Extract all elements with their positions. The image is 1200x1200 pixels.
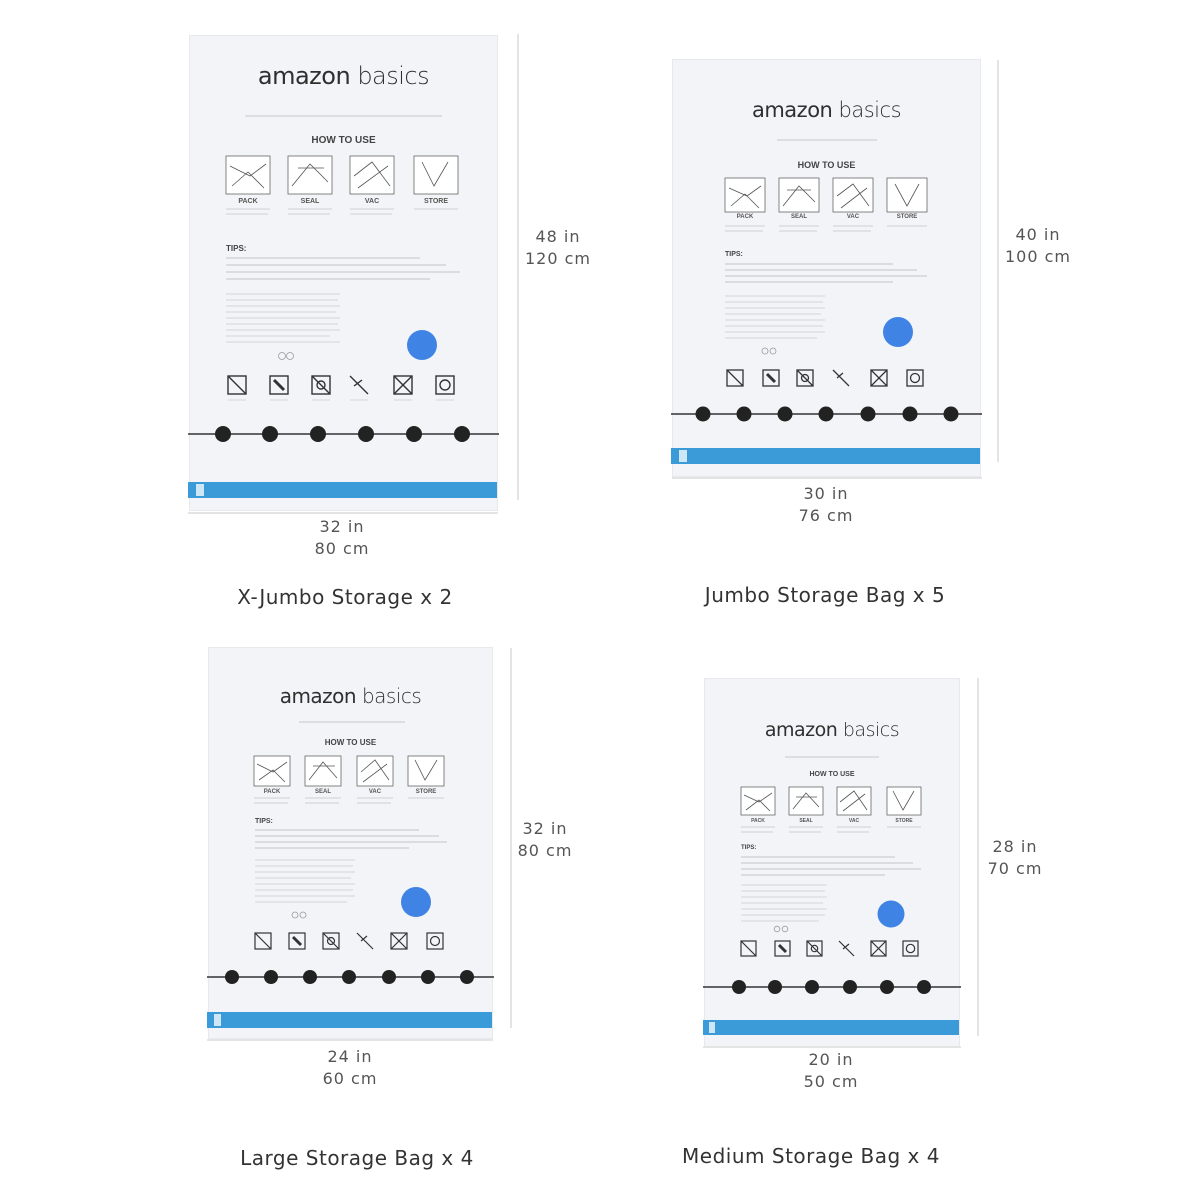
how-to-use-heading: HOW TO USE bbox=[809, 771, 855, 778]
brand-part1: amazon bbox=[751, 98, 833, 122]
care-symbol-icon bbox=[228, 376, 454, 394]
width-cm: 60 cm bbox=[322, 1069, 378, 1088]
bag-print-art bbox=[209, 648, 492, 1038]
valve-icon bbox=[878, 901, 905, 928]
height-in: 40 in bbox=[1015, 225, 1061, 244]
valve-icon bbox=[883, 317, 913, 347]
step-label-pack: PACK bbox=[238, 198, 258, 205]
bag-medium bbox=[705, 679, 959, 1046]
step-label-store: STORE bbox=[895, 818, 913, 824]
width-cm: 76 cm bbox=[798, 506, 854, 525]
width-in: 32 in bbox=[319, 517, 365, 536]
width-line bbox=[703, 1046, 961, 1048]
height-in: 48 in bbox=[535, 227, 581, 246]
brand-part2: basics bbox=[838, 98, 902, 122]
brand-part1: amazon bbox=[764, 719, 838, 741]
step-label-seal: SEAL bbox=[314, 789, 331, 795]
bag-caption: X-Jumbo Storage x 2 bbox=[237, 585, 453, 609]
width-label bbox=[282, 516, 402, 560]
width-in: 20 in bbox=[808, 1050, 854, 1069]
width-in: 24 in bbox=[327, 1047, 373, 1066]
step-label-vac: VAC bbox=[848, 818, 860, 824]
height-cm: 80 cm bbox=[517, 841, 573, 860]
height-cm: 70 cm bbox=[987, 859, 1043, 878]
brand-part1: amazon bbox=[279, 684, 357, 708]
tips-heading: TIPS: bbox=[725, 251, 743, 258]
bag-illustration-icon bbox=[741, 787, 921, 815]
height-in: 32 in bbox=[522, 819, 568, 838]
valve-icon bbox=[407, 330, 437, 360]
valve-icon bbox=[401, 887, 431, 917]
height-label bbox=[998, 224, 1078, 268]
bag-large bbox=[209, 648, 492, 1038]
step-label-seal: SEAL bbox=[300, 198, 320, 205]
step-label-pack: PACK bbox=[736, 214, 754, 220]
height-label bbox=[518, 226, 598, 270]
bag-caption: Large Storage Bag x 4 bbox=[240, 1146, 474, 1170]
care-symbol-icon bbox=[255, 933, 443, 949]
bag-print-art bbox=[705, 679, 959, 1046]
step-label-vac: VAC bbox=[846, 214, 860, 220]
step-label-vac: VAC bbox=[364, 198, 380, 205]
brand-part1: amazon bbox=[257, 62, 351, 90]
width-line bbox=[672, 477, 982, 479]
brand-part2: basics bbox=[357, 62, 430, 90]
width-cm: 80 cm bbox=[314, 539, 370, 558]
width-cm: 50 cm bbox=[803, 1072, 859, 1091]
height-label bbox=[507, 818, 583, 862]
care-symbol-icon bbox=[741, 941, 918, 956]
step-label-seal: SEAL bbox=[799, 818, 813, 824]
brand-part2: basics bbox=[361, 684, 422, 708]
care-symbol-icon bbox=[727, 370, 923, 386]
step-label-pack: PACK bbox=[263, 789, 281, 795]
bag-jumbo bbox=[673, 60, 980, 476]
bag-print-art bbox=[673, 60, 980, 476]
tips-heading: TIPS: bbox=[741, 845, 757, 851]
step-label-seal: SEAL bbox=[790, 214, 807, 220]
width-label bbox=[771, 1049, 891, 1093]
bag-illustration-icon bbox=[254, 756, 444, 786]
zipper-icon bbox=[671, 407, 982, 422]
tips-heading: TIPS: bbox=[255, 818, 273, 825]
width-line bbox=[188, 512, 498, 514]
tips-heading: TIPS: bbox=[226, 244, 247, 253]
bag-caption: Jumbo Storage Bag x 5 bbox=[704, 583, 946, 607]
bag-caption: Medium Storage Bag x 4 bbox=[682, 1144, 940, 1168]
height-cm: 100 cm bbox=[1004, 247, 1071, 266]
step-label-vac: VAC bbox=[368, 789, 382, 795]
brand-part2: basics bbox=[842, 719, 900, 741]
height-in: 28 in bbox=[992, 837, 1038, 856]
width-in: 30 in bbox=[803, 484, 849, 503]
bag-illustration-icon bbox=[226, 156, 458, 194]
width-label bbox=[290, 1046, 410, 1090]
how-to-use-heading: HOW TO USE bbox=[311, 135, 376, 146]
how-to-use-heading: HOW TO USE bbox=[797, 160, 856, 170]
bag-xjumbo bbox=[190, 36, 497, 510]
bag-illustration-icon bbox=[725, 178, 927, 212]
height-cm: 120 cm bbox=[524, 249, 591, 268]
step-label-store: STORE bbox=[896, 214, 918, 220]
zipper-icon bbox=[188, 426, 499, 442]
zipper-icon bbox=[207, 970, 494, 984]
step-label-store: STORE bbox=[415, 789, 437, 795]
height-label bbox=[978, 836, 1052, 880]
step-label-pack: PACK bbox=[751, 818, 765, 824]
zipper-icon bbox=[703, 980, 961, 994]
bag-print-art bbox=[190, 36, 497, 510]
width-label bbox=[766, 483, 886, 527]
step-label-store: STORE bbox=[424, 198, 448, 205]
width-line bbox=[207, 1039, 493, 1041]
how-to-use-heading: HOW TO USE bbox=[324, 738, 377, 747]
